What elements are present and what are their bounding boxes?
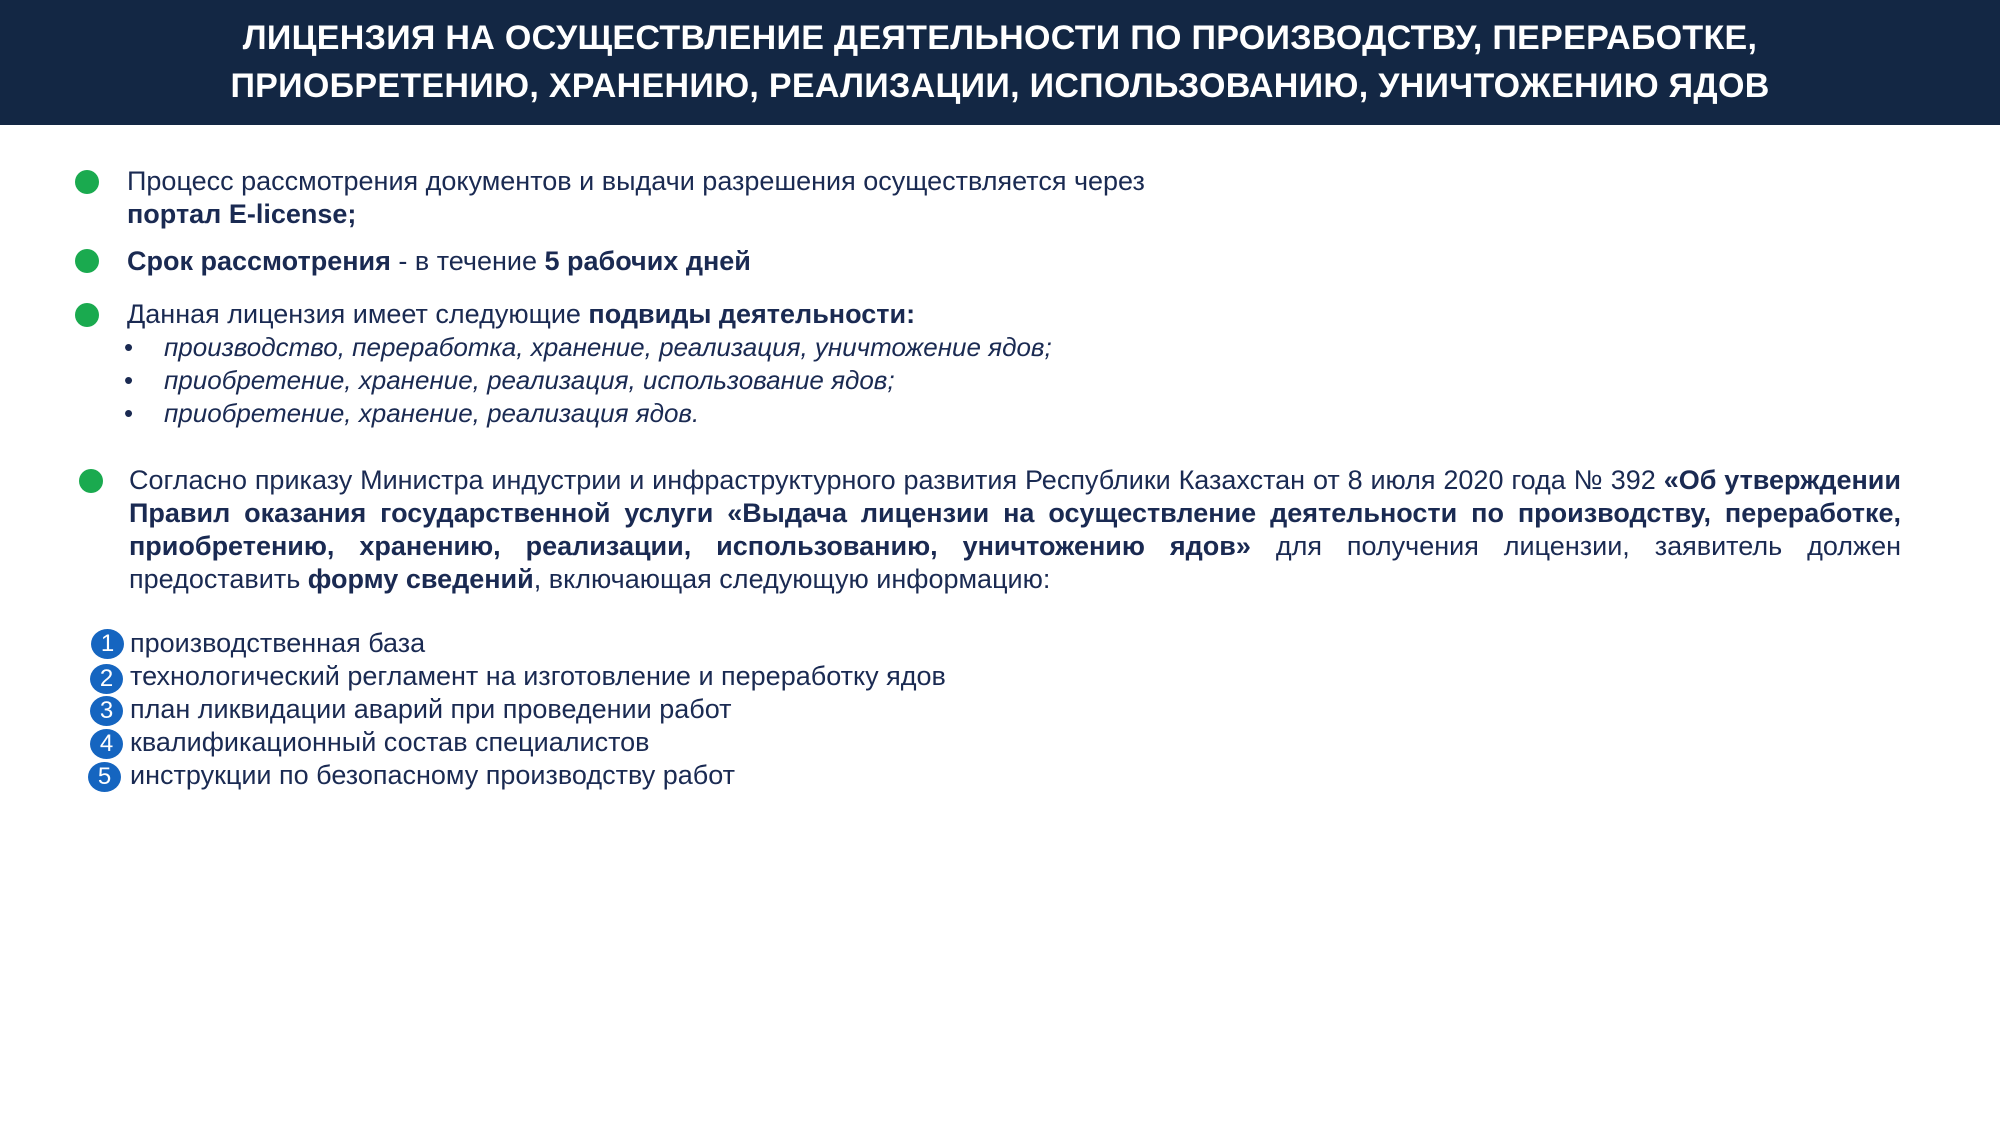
required-info-item-4: квалификационный состав специалистов bbox=[130, 727, 650, 757]
point-1-line-2: портал E-license; bbox=[127, 199, 357, 229]
number-1-icon: 1 bbox=[91, 629, 124, 659]
title-line-2: ПРИОБРЕТЕНИЮ, ХРАНЕНИЮ, РЕАЛИЗАЦИИ, ИСПОЛЬЗОВАНИЮ, УНИЧТОЖЕНИЮ ЯДОВ bbox=[230, 67, 1770, 105]
green-bullet-icon bbox=[75, 303, 99, 327]
point-1-line-1: Процесс рассмотрения документов и выдачи разрешения осуществляется через bbox=[127, 166, 1145, 196]
subtype-item-2: приобретение, хранение, реализация, использование ядов; bbox=[164, 365, 895, 395]
number-2-icon: 2 bbox=[90, 664, 123, 694]
required-info-item-3: план ликвидации аварий при проведении работ bbox=[130, 694, 732, 724]
required-info-item-2: технологический регламент на изготовление и переработку ядов bbox=[130, 661, 946, 691]
order-end: , включающая следующую информацию: bbox=[533, 564, 1051, 594]
subtype-item-3: приобретение, хранение, реализация ядов. bbox=[164, 398, 700, 428]
point-2-text bbox=[127, 245, 751, 278]
required-info-item-1: производственная база bbox=[130, 628, 426, 658]
point-3-text bbox=[127, 298, 915, 331]
number-4-icon: 4 bbox=[90, 729, 123, 759]
green-bullet-icon bbox=[75, 170, 99, 194]
number-3-icon: 3 bbox=[90, 696, 123, 726]
info-form-label: форму сведений bbox=[307, 564, 534, 594]
order-intro: Согласно приказу Министра индустрии и инфраструктурного развития Республики Казахстан от 8 июля 2020 года № 392 bbox=[129, 465, 1664, 495]
green-bullet-icon bbox=[75, 249, 99, 273]
sub-bullet-icon: • bbox=[124, 398, 134, 428]
sub-bullet-icon: • bbox=[124, 365, 134, 395]
subtypes-label: подвиды деятельности: bbox=[588, 299, 916, 329]
green-bullet-icon bbox=[79, 469, 103, 493]
order-paragraph bbox=[129, 464, 1901, 596]
title-line-1: ЛИЦЕНЗИЯ НА ОСУЩЕСТВЛЕНИЕ ДЕЯТЕЛЬНОСТИ ПО ПРОИЗВОДСТВУ, ПЕРЕРАБОТКЕ, bbox=[242, 19, 1758, 57]
review-term-label: Срок рассмотрения bbox=[127, 246, 391, 276]
required-info-item-5: инструкции по безопасному производству работ bbox=[130, 760, 735, 790]
subtype-item-1: производство, переработка, хранение, реализация, уничтожение ядов; bbox=[164, 332, 1052, 362]
number-5-icon: 5 bbox=[88, 762, 121, 792]
sub-bullet-icon: • bbox=[124, 332, 134, 362]
review-term-connector: - в течение bbox=[390, 246, 545, 276]
subtypes-intro: Данная лицензия имеет следующие bbox=[127, 299, 589, 329]
order-middle: для получения лицензии, заявитель должен предоставить bbox=[129, 531, 1902, 594]
page-title bbox=[0, 0, 2000, 125]
order-title: «Об утверждении Правил оказания государственной услуги «Выдача лицензии на осуществление деятельности по производству, переработке, приобретению, хранению, реализации, использованию, уничтожению ядов» bbox=[129, 465, 1901, 561]
review-term-value: 5 рабочих дней bbox=[544, 246, 751, 276]
